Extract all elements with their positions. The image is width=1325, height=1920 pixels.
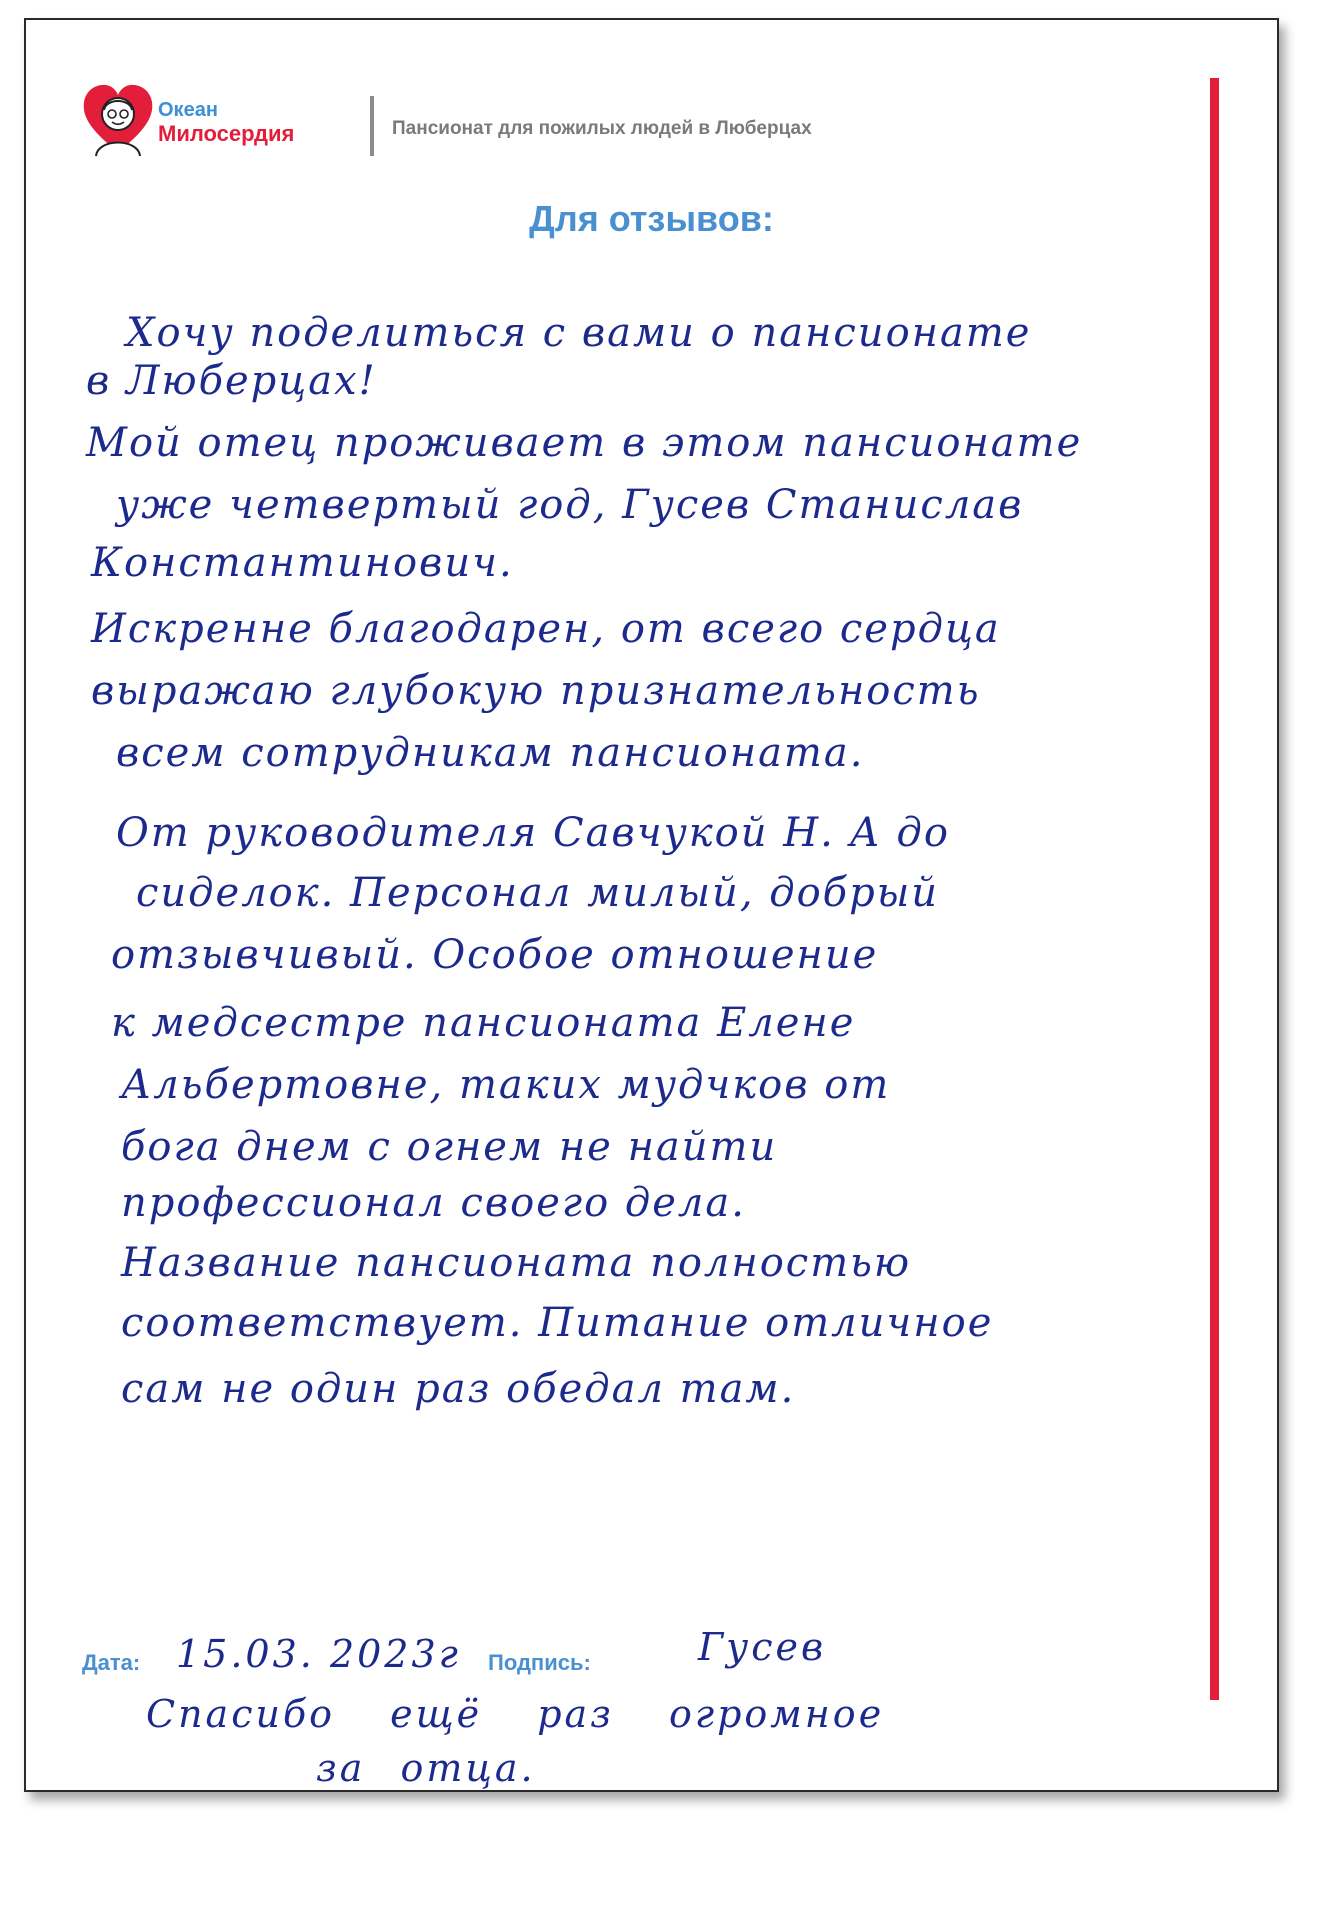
heart-grandma-icon [80,78,156,158]
logo-text-ocean: Океан [158,99,218,121]
review-line: От руководителя Савчукой Н. А до [116,810,950,856]
review-sheet [24,18,1279,1792]
review-line: в Люберцах! [86,358,377,404]
margin-red-line [1210,78,1219,1700]
review-line: Мой отец проживает в этом пансионате [86,420,1083,466]
review-line: к медсестре пансионата Елене [111,1000,856,1046]
review-line: сиделок. Персонал милый, добрый [136,870,940,916]
review-line: выражаю глубокую признательность [91,668,981,714]
signature-label: Подпись: [488,1650,591,1675]
form-title: Для отзывов: [529,198,774,239]
brand-logo [80,78,330,158]
logo-text-mercy: Милосердия [158,121,295,146]
review-line: всем сотрудникам пансионата. [116,730,865,776]
date-label: Дата: [82,1650,141,1675]
header-subtitle: Пансионат для пожилых людей в Люберцах [392,118,812,139]
postscript-line: за отца. [316,1746,536,1790]
review-line: профессионал своего дела. [121,1180,746,1226]
review-line: Хочу поделиться с вами о пансионате [126,310,1032,356]
review-line: Константинович. [91,540,514,586]
letterhead [80,78,980,158]
review-line: Название пансионата полностью [121,1240,912,1286]
review-line: сам не один раз обедал там. [121,1366,796,1412]
review-line: уже четвертый год, Гусев Станислав [116,482,1024,528]
review-line: Альбертовне, таких мудчков от [121,1062,891,1108]
header-divider [370,96,374,156]
date-value: 15.03. 2023г [176,1632,461,1676]
postscript-line: Спасибо ещё раз огромное [146,1692,885,1736]
signature-value: Гусев [698,1625,827,1669]
review-line: бога днем с огнем не найти [121,1124,778,1170]
review-line: отзывчивый. Особое отношение [111,932,879,978]
review-line: Искренне благодарен, от всего сердца [91,606,1001,652]
review-line: соответствует. Питание отличное [121,1300,994,1346]
